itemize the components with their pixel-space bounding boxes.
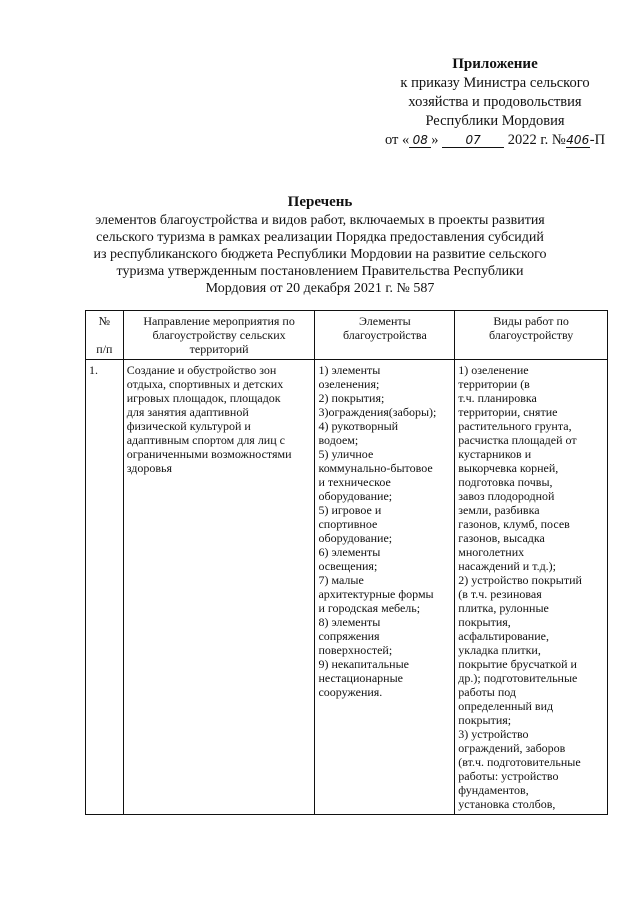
- list-heading: [0, 193, 640, 297]
- cell-line: др.); подготовительные: [458, 671, 578, 685]
- cell-line: 1) озеленение: [458, 363, 529, 377]
- appendix-block: [360, 55, 630, 150]
- cell-line: и городская мебель;: [318, 601, 421, 615]
- cell-line: Создание и обустройство зон: [126, 363, 277, 377]
- cell-line: подготовка почвы,: [458, 475, 553, 489]
- subtitle-line: сельского туризма в рамках реализации Порядка предоставления субсидий: [96, 230, 544, 245]
- works-table: [85, 310, 608, 815]
- cell-line: ограниченными возможностями: [126, 447, 292, 461]
- cell-line: покрытия;: [458, 713, 512, 727]
- cell-line: ограждений, заборов: [458, 741, 566, 755]
- cell-line: насаждений и т.д.);: [458, 559, 556, 573]
- cell-line: многолетних: [458, 545, 525, 559]
- table-row: [86, 360, 608, 815]
- subtitle-line: из республиканского бюджета Республики Мордовии на развитие сельского: [93, 247, 547, 262]
- cell-line: поверхностей;: [318, 643, 393, 657]
- cell-line: выкорчевка корней,: [458, 461, 559, 475]
- cell-line: коммунально-бытовое: [318, 461, 433, 475]
- cell-line: оборудование;: [318, 531, 393, 545]
- cell-line: покрытия,: [458, 615, 511, 629]
- cell-line: нестационарные: [318, 671, 403, 685]
- cell-line: сопряжения: [318, 629, 380, 643]
- cell-line: игровых площадок, площадок: [126, 391, 281, 405]
- cell-line: 2) покрытия;: [318, 391, 385, 405]
- subtitle-line: туризма утвержденным постановлением Правительства Республики: [116, 264, 524, 279]
- row-number: 1.: [86, 360, 124, 815]
- cell-line: адаптивным спортом для лиц с: [126, 433, 285, 447]
- date-day: 08: [409, 133, 431, 148]
- date-year: 2022 г. №: [507, 132, 566, 148]
- cell-line: газонов, клумб, посев: [458, 517, 570, 531]
- cell-line: газонов, высадка: [458, 531, 545, 545]
- appendix-date-line: [360, 131, 630, 150]
- cell-line: растительного грунта,: [458, 419, 572, 433]
- cell-line: 5) игровое и: [318, 503, 382, 517]
- cell-line: фундаментов,: [458, 783, 529, 797]
- cell-line: оборудование;: [318, 489, 393, 503]
- order-suffix: -П: [589, 132, 606, 148]
- cell-line: 2) устройство покрытий: [458, 573, 582, 587]
- cell-line: укладка плитки,: [458, 643, 541, 657]
- cell-line: освещения;: [318, 559, 378, 573]
- appendix-title: Приложение: [452, 56, 538, 72]
- cell-line: 8) элементы: [318, 615, 381, 629]
- order-number: 406: [566, 133, 590, 147]
- cell-line: территории, снятие: [458, 405, 558, 419]
- row-elements: [315, 360, 455, 815]
- cell-line: территории (в: [458, 377, 530, 391]
- date-prefix: от «: [384, 132, 410, 148]
- appendix-line-2: хозяйства и продовольствия: [408, 94, 582, 110]
- row-direction: [123, 360, 315, 815]
- cell-line: определенный вид: [458, 699, 554, 713]
- cell-line: спортивное: [318, 517, 378, 531]
- cell-line: 1) элементы: [318, 363, 381, 377]
- cell-line: (в т.ч. резиновая: [458, 587, 542, 601]
- subtitle-line: Мордовия от 20 декабря 2021 г. № 587: [205, 281, 435, 296]
- appendix-line-1: к приказу Министра сельского: [400, 75, 590, 91]
- cell-line: 3) устройство: [458, 727, 529, 741]
- date-mid: »: [431, 132, 439, 148]
- subtitle-line: элементов благоустройства и видов работ, включаемых в проекты развития: [95, 213, 545, 228]
- cell-line: 3)ограждения(заборы);: [318, 405, 437, 419]
- cell-line: 4) рукотворный: [318, 419, 399, 433]
- cell-line: завоз плодородной: [458, 489, 555, 503]
- appendix-line-3: Республики Мордовия: [425, 113, 565, 129]
- header-elements: Элементы благоустройства: [315, 311, 455, 360]
- cell-line: для занятия адаптивной: [126, 405, 249, 419]
- cell-line: покрытие брусчаткой и: [458, 657, 577, 671]
- cell-line: установка столбов,: [458, 797, 556, 811]
- cell-line: 6) элементы: [318, 545, 381, 559]
- cell-line: здоровья: [126, 461, 173, 475]
- cell-line: сооружения.: [318, 685, 383, 699]
- cell-line: работы: устройство: [458, 769, 559, 783]
- row-works: [455, 360, 608, 815]
- header-works: Виды работ по благоустройству: [455, 311, 608, 360]
- cell-line: водоем;: [318, 433, 359, 447]
- table-header-row: [86, 311, 608, 360]
- list-subtitle: [55, 212, 585, 297]
- cell-line: работы под: [458, 685, 517, 699]
- cell-line: 5) уличное: [318, 447, 374, 461]
- cell-line: озеленения;: [318, 377, 380, 391]
- cell-line: кустарников и: [458, 447, 532, 461]
- cell-line: т.ч. планировка: [458, 391, 537, 405]
- cell-line: земли, разбивка: [458, 503, 540, 517]
- cell-line: 9) некапитальные: [318, 657, 409, 671]
- cell-line: архитектурные формы: [318, 587, 434, 601]
- header-number: № п/п: [86, 311, 124, 360]
- cell-line: и техническое: [318, 475, 391, 489]
- cell-line: расчистка площадей от: [458, 433, 577, 447]
- list-title: Перечень: [287, 194, 353, 210]
- cell-line: (вт.ч. подготовительные: [458, 755, 581, 769]
- date-month: 07: [442, 133, 504, 148]
- cell-line: плитка, рулонные: [458, 601, 549, 615]
- header-direction: Направление мероприятия по благоустройству сельских территорий: [123, 311, 315, 360]
- cell-line: 7) малые: [318, 573, 364, 587]
- cell-line: асфальтирование,: [458, 629, 549, 643]
- cell-line: физической культурой и: [126, 419, 251, 433]
- cell-line: отдыха, спортивных и детских: [126, 377, 284, 391]
